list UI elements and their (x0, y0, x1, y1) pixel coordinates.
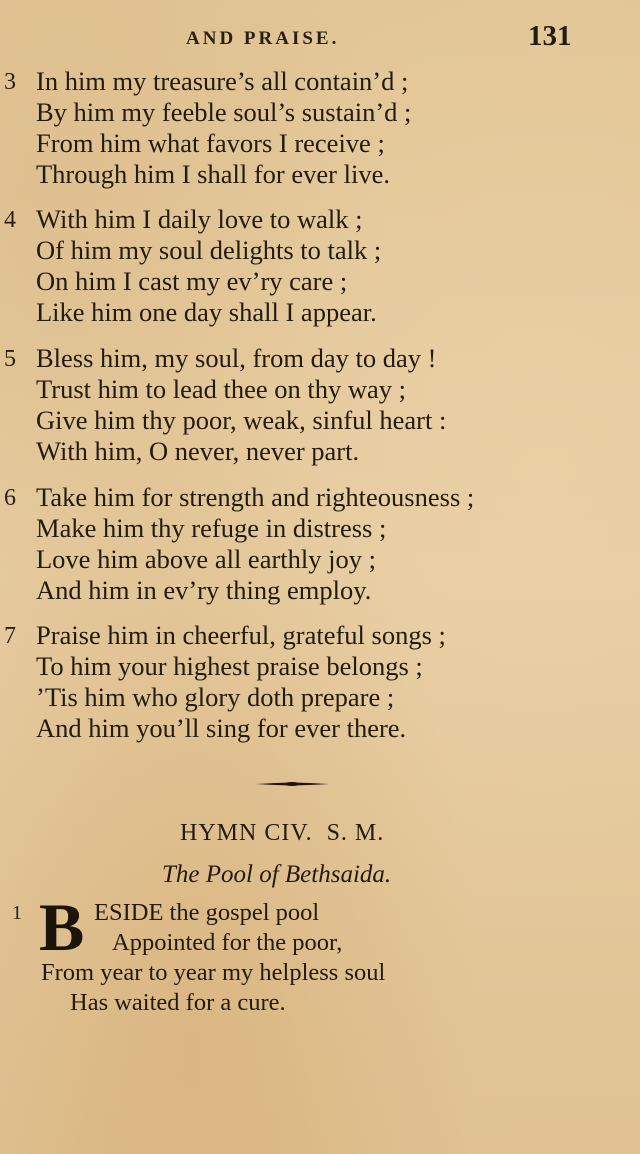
verse-line: From him what favors I receive ; (36, 128, 385, 158)
verse-line: Love him above all earthly joy ; (36, 544, 376, 574)
verse-line: With him I daily love to walk ; (36, 204, 363, 234)
verse-line: ’Tis him who glory doth prepare ; (36, 682, 395, 712)
verse-line: And him in ev’ry thing employ. (36, 575, 372, 605)
verse-line: Trust him to lead thee on thy way ; (36, 374, 406, 404)
stanza-number: 5 (4, 346, 16, 372)
verse-line: Bless him, my soul, from day to day ! (36, 343, 437, 373)
verse-line: Make him thy refuge in distress ; (36, 513, 387, 543)
verse-line: In him my treasure’s all contain’d ; (36, 66, 409, 96)
verse-line: Appointed for the poor, (112, 929, 343, 956)
verse-line: With him, O never, never part. (36, 436, 360, 466)
verse-line: Has waited for a cure. (70, 989, 286, 1016)
verse-line: To him your highest praise belongs ; (36, 651, 423, 681)
drop-cap: B (39, 889, 85, 965)
ornament-rule-icon (256, 781, 329, 787)
verse-line: On him I cast my ev’ry care ; (36, 266, 348, 296)
verse-line: Praise him in cheerful, grateful songs ; (36, 620, 446, 650)
verse-line: Through him I shall for ever live. (36, 159, 390, 189)
hymn-subtitle: The Pool of Bethsaida. (162, 861, 392, 888)
stanza-number: 3 (4, 69, 16, 95)
page-number: 131 (528, 20, 572, 52)
verse-line: Of him my soul delights to talk ; (36, 235, 382, 265)
verse-line: From year to year my helpless soul (41, 959, 386, 986)
stanza-number: 6 (4, 485, 16, 511)
verse-line: Like him one day shall I appear. (36, 297, 377, 327)
stanza-number: 4 (4, 207, 16, 233)
verse-line: Take him for strength and righteousness ; (36, 482, 475, 512)
hymn-title: HYMN CIV. S. M. (180, 820, 385, 846)
verse-line: Give him thy poor, weak, sinful heart : (36, 405, 447, 435)
stanza-number: 1 (12, 902, 22, 924)
verse-line: And him you’ll sing for ever there. (36, 713, 407, 743)
stanza-number: 7 (4, 623, 16, 649)
running-head: AND PRAISE. (186, 28, 340, 49)
verse-line: By him my feeble soul’s sustain’d ; (36, 97, 412, 127)
verse-line: ESIDE the gospel pool (94, 899, 320, 926)
